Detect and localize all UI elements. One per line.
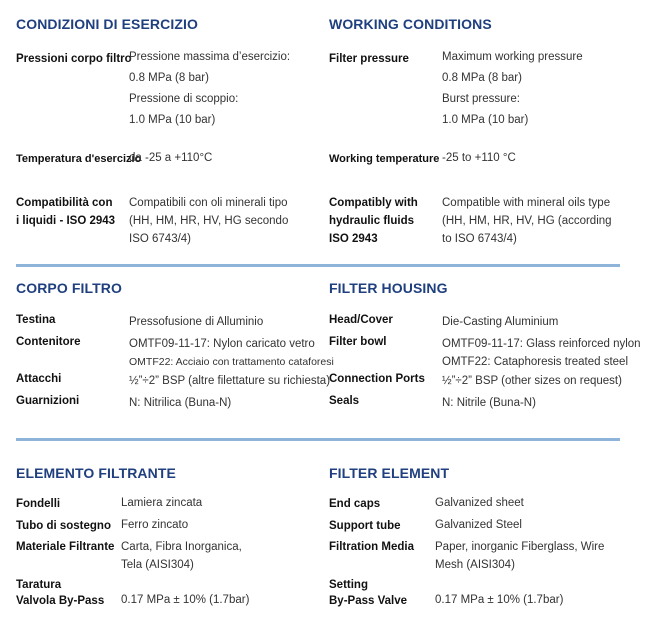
section-divider <box>16 438 620 441</box>
label-valvola-bypass: Valvola By-Pass <box>16 595 105 607</box>
section-title-condizioni: CONDIZIONI DI ESERCIZIO <box>16 16 198 32</box>
value-line: 0.8 MPa (8 bar) <box>442 72 522 84</box>
value-working-temperature: -25 to +110 °C <box>442 152 516 164</box>
value-line: 1.0 MPa (10 bar) <box>129 114 216 126</box>
label-setting: Setting <box>329 579 368 591</box>
value-compatibilita <box>129 194 288 248</box>
label-line: Compatibly with <box>329 197 418 209</box>
label-filtration-media: Filtration Media <box>329 541 414 553</box>
value-line: Burst pressure: <box>442 93 520 105</box>
value-end-caps: Galvanized sheet <box>435 497 524 509</box>
section-divider <box>16 264 620 267</box>
section-title-filter-element: FILTER ELEMENT <box>329 465 450 481</box>
label-line: i liquidi - ISO 2943 <box>16 215 116 227</box>
label-head-cover: Head/Cover <box>329 314 393 326</box>
value-line: Pressione massima d’esercizio: <box>129 51 291 63</box>
value-filtration-media <box>435 538 604 574</box>
value-line: (HH, HM, HR, HV, HG secondo <box>129 215 289 227</box>
value-compatible <box>442 194 612 248</box>
section-title-working-conditions: WORKING CONDITIONS <box>329 16 492 32</box>
label-end-caps: End caps <box>329 498 381 510</box>
label-support-tube: Support tube <box>329 520 401 532</box>
label-compatibly <box>329 194 418 248</box>
value-guarnizioni: N: Nitrilica (Buna-N) <box>129 397 232 409</box>
value-line: OMTF09-11-17: Nylon caricato vetro <box>129 338 315 350</box>
value-bypass-valve: 0.17 MPa ± 10% (1.7bar) <box>435 594 564 606</box>
label-line: hydraulic fluids <box>329 215 414 227</box>
section-title-elemento-filtrante: ELEMENTO FILTRANTE <box>16 465 176 481</box>
value-valvola-bypass: 0.17 MPa ± 10% (1.7bar) <box>121 594 250 606</box>
label-taratura: Taratura <box>16 579 62 591</box>
section-title-corpo-filtro: CORPO FILTRO <box>16 280 122 296</box>
label-working-temperature: Working temperature <box>329 153 440 165</box>
value-filter-bowl <box>442 335 641 371</box>
value-support-tube: Galvanized Steel <box>435 519 522 531</box>
label-compatibilita <box>16 194 115 230</box>
value-contenitore <box>129 335 334 371</box>
label-materiale-filtrante: Materiale Filtrante <box>16 541 115 553</box>
label-fondelli: Fondelli <box>16 498 61 510</box>
value-line: (HH, HM, HR, HV, HG (according <box>442 215 612 227</box>
value-line: Tela (AISI304) <box>121 559 194 571</box>
value-temperatura: da -25 a +110°C <box>129 152 213 164</box>
section-title-filter-housing: FILTER HOUSING <box>329 280 448 296</box>
value-line: 1.0 MPa (10 bar) <box>442 114 529 126</box>
value-head-cover: Die-Casting Aluminium <box>442 316 559 328</box>
value-filter-pressure <box>442 47 583 131</box>
label-pressioni: Pressioni corpo filtro <box>16 53 132 65</box>
label-connection-ports: Connection Ports <box>329 373 425 385</box>
value-line: 0.8 MPa (8 bar) <box>129 72 209 84</box>
label-filter-pressure: Filter pressure <box>329 53 409 65</box>
label-guarnizioni: Guarnizioni <box>16 395 80 407</box>
label-testina: Testina <box>16 314 56 326</box>
label-temperatura: Temperatura d'esercizio <box>16 153 142 165</box>
label-attacchi: Attacchi <box>16 373 62 385</box>
value-pressioni <box>129 47 290 131</box>
value-line: OMTF22: Cataphoresis treated steel <box>442 356 628 368</box>
value-line: Mesh (AISI304) <box>435 559 515 571</box>
value-line: OMTF22: Acciaio con trattamento cataforesi <box>129 356 334 368</box>
value-line: to ISO 6743/4) <box>442 233 517 245</box>
value-testina: Pressofusione di Alluminio <box>129 316 264 328</box>
label-bypass-valve: By-Pass Valve <box>329 595 408 607</box>
value-line: Pressione di scoppio: <box>129 93 239 105</box>
value-line: Paper, inorganic Fiberglass, Wire <box>435 541 605 553</box>
label-seals: Seals <box>329 395 360 407</box>
value-line: OMTF09-11-17: Glass reinforced nylon <box>442 338 641 350</box>
value-attacchi: ½”÷2” BSP (altre filettature su richiesta) <box>129 375 331 387</box>
label-contenitore: Contenitore <box>16 336 81 348</box>
value-seals: N: Nitrile (Buna-N) <box>442 397 536 409</box>
value-line: ISO 6743/4) <box>129 233 192 245</box>
label-filter-bowl: Filter bowl <box>329 336 387 348</box>
value-line: Maximum working pressure <box>442 51 583 63</box>
value-line: Carta, Fibra Inorganica, <box>121 541 242 553</box>
value-materiale-filtrante <box>121 538 242 574</box>
value-fondelli: Lamiera zincata <box>121 497 203 509</box>
label-line: ISO 2943 <box>329 233 378 245</box>
label-line: Compatibilità con <box>16 197 113 209</box>
label-tubo-sostegno: Tubo di sostegno <box>16 520 111 532</box>
value-tubo-sostegno: Ferro zincato <box>121 519 189 531</box>
value-connection-ports: ½”÷2” BSP (other sizes on request) <box>442 375 622 387</box>
value-line: Compatibili con oli minerali tipo <box>129 197 288 209</box>
value-line: Compatible with mineral oils type <box>442 197 611 209</box>
